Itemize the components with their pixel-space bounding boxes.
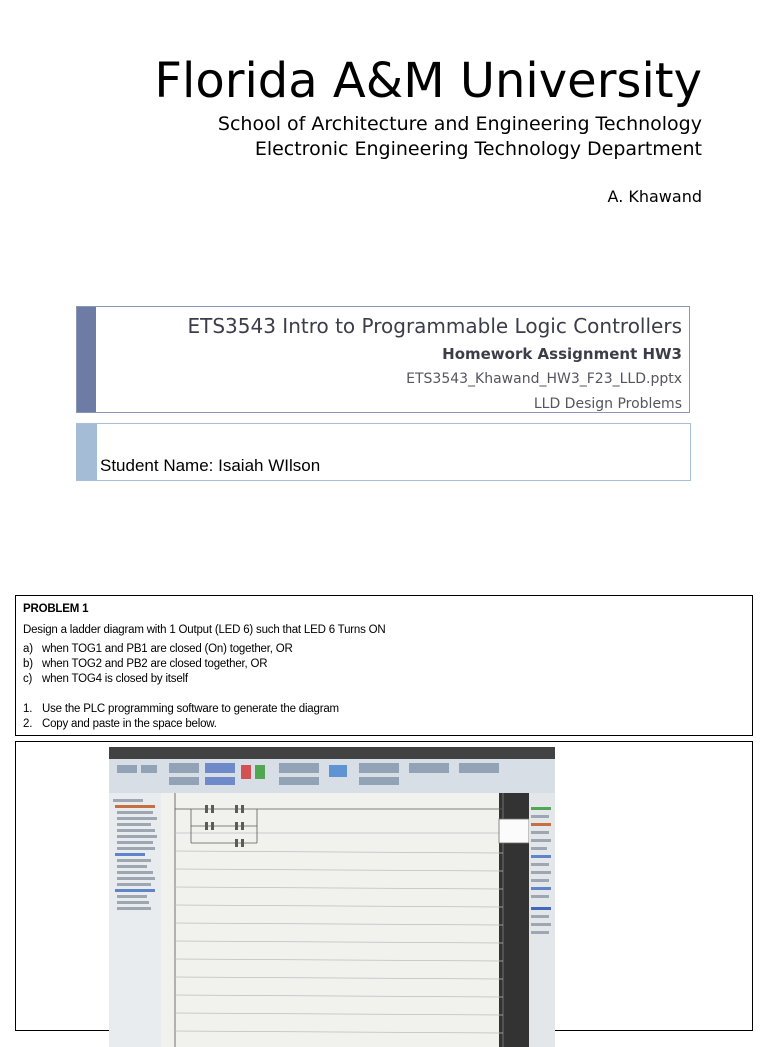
author-name: A. Khawand [607, 187, 702, 206]
list-text: when TOG2 and PB2 are closed together, OR [42, 658, 268, 670]
screen-glare [109, 747, 555, 1047]
list-text: Use the PLC programming software to generate the diagram [42, 703, 339, 715]
problem-heading: PROBLEM 1 [23, 603, 89, 615]
answer-box [15, 741, 753, 1031]
list-marker: a) [23, 643, 33, 655]
problem-description: Design a ladder diagram with 1 Output (LED 6) such that LED 6 Turns ON [23, 624, 386, 636]
list-text: when TOG1 and PB1 are closed (On) together, OR [42, 643, 293, 655]
school-name: School of Architecture and Engineering Technology [217, 113, 702, 135]
list-marker: 2. [23, 718, 33, 730]
list-marker: 1. [23, 703, 33, 715]
ladder-diagram-photo [109, 747, 555, 1047]
file-name: ETS3543_Khawand_HW3_F23_LLD.pptx [406, 371, 682, 387]
accent-bar [77, 307, 96, 412]
plc-software-screenshot [109, 747, 555, 1047]
university-title: Florida A&M University [154, 53, 702, 109]
course-info-box [76, 306, 690, 413]
problem-box [15, 595, 753, 736]
assignment-title: Homework Assignment HW3 [442, 345, 682, 363]
course-title: ETS3543 Intro to Programmable Logic Controllers [187, 314, 682, 338]
student-name-box [76, 423, 691, 481]
list-text: when TOG4 is closed by itself [42, 673, 188, 685]
topic-label: LLD Design Problems [533, 396, 682, 412]
list-marker: b) [23, 658, 33, 670]
list-marker: c) [23, 673, 33, 685]
list-text: Copy and paste in the space below. [42, 718, 217, 730]
department-name: Electronic Engineering Technology Department [254, 138, 702, 160]
student-name: Student Name: Isaiah WIlson [100, 456, 321, 475]
accent-bar [77, 424, 97, 480]
